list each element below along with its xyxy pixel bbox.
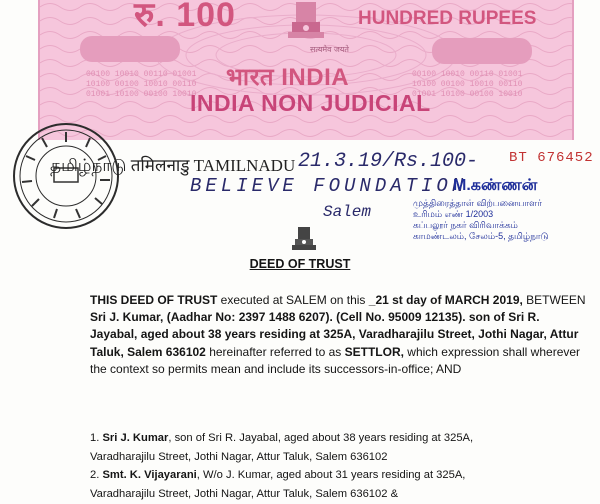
trustee-address: Varadharajilu Street, Jothi Nagar, Attur Taluk, Salem 636102 & <box>90 487 399 500</box>
vendor-line-3: கப்பலூர் நகர் விரிவாக்கம் <box>413 220 518 230</box>
stamp-denomination: रु. 100 <box>134 0 236 34</box>
handwritten-purchaser: BELIEVE FOUNDATION <box>190 175 468 197</box>
vendor-name: M.கண்ணன் <box>453 177 538 194</box>
trustee-details: , W/o J. Kumar, aged about 31 years residing at 325A, <box>196 469 466 481</box>
trustee-item-1 <box>90 429 588 467</box>
intro-clause: which expression shall wherever the context so permits mean and include its successors-in-office; AND <box>90 344 581 376</box>
trustee-name: Sri J. Kumar <box>102 432 169 444</box>
item-number: 1. <box>90 432 100 444</box>
vendor-line-1: முத்திரைத்தாள் விற்பனையாளர் <box>413 198 542 208</box>
stamp-country: भारत INDIA <box>226 64 350 91</box>
trustee-address: Varadharajilu Street, Jothi Nagar, Attur Taluk, Salem 636102 <box>90 450 388 463</box>
state-line: தமிழ்நாடு तमिलनाडु TAMILNADU <box>50 156 296 175</box>
trustee-name: Smt. K. Vijayarani <box>102 469 197 481</box>
intro-referred: hereinafter referred to as <box>205 344 345 359</box>
stamp-binary-pattern-right: 00100 10010 00110 01001 10100 00100 10010 00110 01001 10100 00100 10010 <box>412 70 523 99</box>
stamp-amount-words: HUNDRED RUPEES <box>358 8 537 29</box>
vendor-line-4: காமண்டலம், சேலம்-5, தமிழ்நாடு <box>413 231 549 241</box>
stamp-motto: सत्यमेव जयते <box>310 45 349 54</box>
item-number: 2. <box>90 469 100 481</box>
handwritten-place: Salem <box>323 203 372 221</box>
settlor-label: SETTLOR, <box>344 344 404 359</box>
intro-place: executed at SALEM on this <box>217 293 369 307</box>
vendor-line-2: உரிமம் எண் 1/2003 <box>413 209 494 219</box>
deed-intro-paragraph <box>90 292 588 378</box>
intro-date: _21 st day of MARCH 2019, <box>368 293 523 307</box>
deed-title: DEED OF TRUST <box>249 257 351 271</box>
trustee-item-2 <box>90 466 588 504</box>
stamp-serial-number: BT 676452 <box>509 150 594 166</box>
stamp-category: INDIA NON JUDICIAL <box>190 90 431 116</box>
emblem-icon <box>292 226 316 252</box>
stamp-binary-pattern: 00100 10010 00110 01001 10100 00100 10010 00110 01001 10100 00100 10010 <box>86 70 197 99</box>
stamp-paper-header <box>38 0 574 140</box>
intro-lead: THIS DEED OF TRUST <box>90 293 218 307</box>
intro-between: BETWEEN <box>526 293 586 307</box>
trustee-details: , son of Sri R. Jayabal, aged about 38 years residing at 325A, <box>168 432 474 444</box>
handwritten-date-amount: 21.3.19/Rs.100- <box>298 150 479 173</box>
settlor-details: son of Sri R. Jayabal, aged about 38 years residing at 325A, Varadharajilu Street, Jothi Nagar, Attur Taluk, Salem 636102 <box>90 310 579 359</box>
settlor-name-ids: Sri J. Kumar, (Aadhar No: 2397 1488 6207). (Cell No. 95009 12135). <box>90 310 466 325</box>
